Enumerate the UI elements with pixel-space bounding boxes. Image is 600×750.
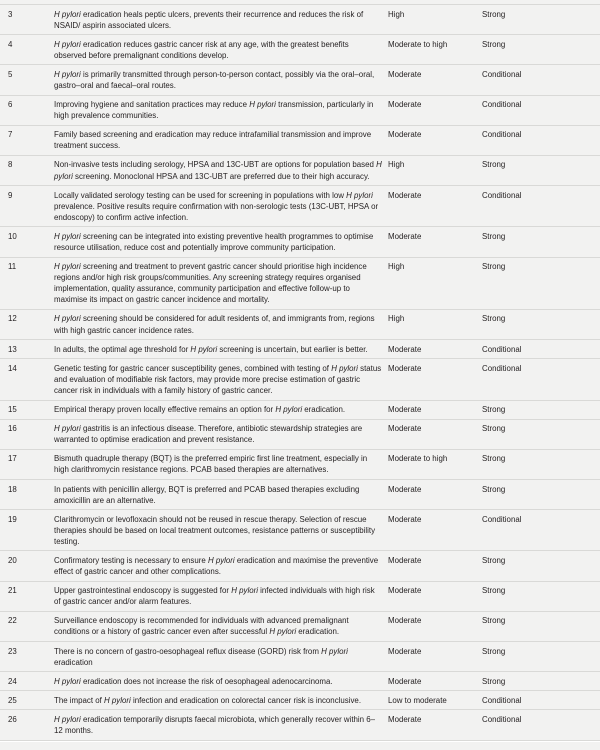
statement-number: 19 bbox=[8, 514, 17, 524]
table-row bbox=[0, 450, 600, 480]
recommendation-strength: Conditional bbox=[482, 363, 522, 373]
statement-text: Upper gastrointestinal endoscopy is suggested for H pylori infected individuals with high risk of gastric cancer and/or alarm features. bbox=[54, 586, 375, 607]
statement-text: H pylori eradication heals peptic ulcers, prevents their recurrence and reduces the risk of NSAID/ aspirin associated ulcers. bbox=[54, 9, 364, 30]
evidence-quality: Moderate bbox=[388, 190, 422, 200]
statement-number: 17 bbox=[8, 454, 17, 464]
table-row bbox=[0, 551, 600, 581]
recommendation-strength: Strong bbox=[482, 39, 506, 49]
recommendation-strength: Strong bbox=[482, 555, 506, 565]
statement-number: 3 bbox=[8, 9, 13, 19]
statement-text: Improving hygiene and sanitation practices may reduce H pylori transmission, particularly in high prevalence communities. bbox=[54, 100, 374, 121]
evidence-quality: Moderate bbox=[388, 363, 422, 373]
evidence-quality: Moderate bbox=[388, 344, 422, 354]
recommendation-strength: Strong bbox=[482, 586, 506, 596]
evidence-quality: Moderate bbox=[388, 405, 422, 415]
evidence-quality: Low to moderate bbox=[388, 695, 447, 705]
statement-number: 12 bbox=[8, 314, 17, 324]
table-row bbox=[0, 35, 600, 65]
statement-text: H pylori screening should be considered for adult residents of, and immigrants from, regions with high gastric cancer incidence rates. bbox=[54, 314, 375, 335]
table-row bbox=[0, 186, 600, 227]
statement-number: 23 bbox=[8, 646, 17, 656]
statement-number: 21 bbox=[8, 586, 17, 596]
statement-number: 11 bbox=[8, 262, 17, 272]
table-row bbox=[0, 612, 600, 642]
recommendation-strength: Conditional bbox=[482, 130, 522, 140]
recommendation-strength: Conditional bbox=[482, 100, 522, 110]
table-row bbox=[0, 65, 600, 95]
recommendation-strength: Strong bbox=[482, 424, 506, 434]
table-row bbox=[0, 258, 600, 310]
table-row bbox=[0, 227, 600, 257]
table-row bbox=[0, 340, 600, 359]
table-row bbox=[0, 582, 600, 612]
evidence-quality: Moderate to high bbox=[388, 454, 448, 464]
table-row bbox=[0, 642, 600, 672]
statement-number: 9 bbox=[8, 190, 13, 200]
statement-text: H pylori eradication reduces gastric cancer risk at any age, with the greatest benefits observed before premalignant conditions develop. bbox=[54, 39, 349, 60]
evidence-quality: High bbox=[388, 262, 405, 272]
table-row bbox=[0, 5, 600, 35]
evidence-quality: Moderate bbox=[388, 484, 422, 494]
statement-number: 22 bbox=[8, 616, 17, 626]
table-row bbox=[0, 310, 600, 340]
recommendation-strength: Conditional bbox=[482, 344, 522, 354]
table-row bbox=[0, 480, 600, 510]
statement-number: 18 bbox=[8, 484, 17, 494]
statement-text: Surveillance endoscopy is recommended for individuals with advanced premalignant conditions or a history of gastric cancer even after successful H pylori eradication. bbox=[54, 616, 349, 637]
statement-text: H pylori is primarily transmitted through person-to-person contact, possibly via the oral–oral, gastro–oral and faecal–oral routes. bbox=[54, 69, 375, 90]
evidence-quality: High bbox=[388, 314, 405, 324]
statement-text: Non-invasive tests including serology, HPSA and 13C-UBT are options for population based H pylori screening. Monoclonal HPSA and 13C-UBT are preferred due to their high accuracy. bbox=[54, 160, 382, 181]
recommendation-strength: Strong bbox=[482, 484, 506, 494]
evidence-quality: Moderate bbox=[388, 586, 422, 596]
statement-number: 6 bbox=[8, 100, 13, 110]
table-row bbox=[0, 710, 600, 740]
statement-text: H pylori eradication does not increase the risk of oesophageal adenocarcinoma. bbox=[54, 676, 333, 686]
statement-number: 24 bbox=[8, 676, 17, 686]
statement-text: In adults, the optimal age threshold for H pylori screening is uncertain, but earlier is better. bbox=[54, 344, 368, 354]
evidence-quality: Moderate bbox=[388, 130, 422, 140]
evidence-quality: Moderate bbox=[388, 676, 422, 686]
evidence-quality: Moderate bbox=[388, 714, 422, 724]
statement-number: 8 bbox=[8, 160, 13, 170]
recommendation-strength: Strong bbox=[482, 9, 506, 19]
statement-number: 16 bbox=[8, 424, 17, 434]
recommendation-strength: Strong bbox=[482, 616, 506, 626]
statement-text: H pylori screening and treatment to prevent gastric cancer should prioritise high incidence regions and/or high risk groups/communities. Any screening strategy requires organised implementation, quality assurance, community participation and effective follow-up to maximise its impact on gastric cancer incidence and mortality. bbox=[54, 262, 367, 305]
evidence-quality: Moderate bbox=[388, 100, 422, 110]
table-body bbox=[0, 5, 600, 741]
statement-number: 15 bbox=[8, 405, 17, 415]
statement-text: H pylori screening can be integrated into existing preventive health programmes to optimise resource utilisation, reduce cost and potentially improve community participation. bbox=[54, 231, 374, 252]
table-row-clipped bbox=[0, 0, 600, 5]
table-row bbox=[0, 126, 600, 156]
evidence-quality: Moderate bbox=[388, 555, 422, 565]
recommendation-strength: Conditional bbox=[482, 190, 522, 200]
evidence-quality: Moderate bbox=[388, 231, 422, 241]
table-row bbox=[0, 401, 600, 420]
table-row bbox=[0, 672, 600, 691]
statement-number: 14 bbox=[8, 363, 17, 373]
statement-number: 13 bbox=[8, 344, 17, 354]
statement-text: There is no concern of gastro-oesophageal reflux disease (GORD) risk from H pylori eradication bbox=[54, 646, 348, 667]
recommendation-strength: Conditional bbox=[482, 514, 522, 524]
evidence-quality: Moderate to high bbox=[388, 39, 448, 49]
statement-text: Empirical therapy proven locally effective remains an option for H pylori eradication. bbox=[54, 405, 346, 415]
statement-text: Confirmatory testing is necessary to ensure H pylori eradication and maximise the preventive effect of gastric cancer and other complications. bbox=[54, 555, 379, 577]
recommendation-strength: Strong bbox=[482, 454, 506, 464]
evidence-quality: Moderate bbox=[388, 424, 422, 434]
recommendation-strength: Conditional bbox=[482, 69, 522, 79]
recommendation-strength: Conditional bbox=[482, 695, 522, 705]
recommendation-strength: Strong bbox=[482, 160, 506, 170]
recommendation-strength: Strong bbox=[482, 676, 506, 686]
statement-number: 25 bbox=[8, 695, 17, 705]
statement-text: The impact of H pylori infection and eradication on colorectal cancer risk is inconclusive. bbox=[54, 695, 362, 705]
statement-number: 5 bbox=[8, 69, 13, 79]
statement-text: Bismuth quadruple therapy (BQT) is the preferred empiric first line treatment, especially in high clarithromycin resistance regions. PCAB based therapies are alternatives. bbox=[54, 454, 368, 475]
recommendation-strength: Strong bbox=[482, 231, 506, 241]
evidence-quality: High bbox=[388, 160, 405, 170]
recommendation-strength: Strong bbox=[482, 646, 506, 656]
recommendation-strength: Strong bbox=[482, 314, 506, 324]
recommendation-strength: Strong bbox=[482, 405, 506, 415]
statement-number bbox=[0, 0, 54, 1]
recommendation-strength: Strong bbox=[482, 262, 506, 272]
table-row bbox=[0, 96, 600, 126]
recommendation-strength: Conditional bbox=[482, 714, 522, 724]
table-row bbox=[0, 156, 600, 186]
statement-number: 20 bbox=[8, 555, 17, 565]
table-row bbox=[0, 359, 600, 400]
table-row bbox=[0, 691, 600, 710]
evidence-quality: Moderate bbox=[388, 69, 422, 79]
statement-text: Clarithromycin or levofloxacin should not be reused in rescue therapy. Selection of rescue therapies should be based on local treatment outcomes, resistance patterns or susceptibility testing. bbox=[54, 514, 376, 546]
table-footer-rule bbox=[0, 741, 600, 750]
statement-text: H pylori gastritis is an infectious disease. Therefore, antibiotic stewardship strategies are warranted to optimise eradication and prevent resistance. bbox=[54, 424, 363, 445]
statement-number: 10 bbox=[8, 231, 17, 241]
table-row bbox=[0, 420, 600, 450]
statement-number: 26 bbox=[8, 714, 17, 724]
statement-number: 7 bbox=[8, 130, 13, 140]
statement-text: Locally validated serology testing can be used for screening in populations with low H pylori prevalence. Positive results require confirmation with non-serologic tests (13C-UBT, HPSA or endoscopy) to confirm active infection. bbox=[54, 190, 379, 222]
evidence-quality: High bbox=[388, 9, 405, 19]
statement-text: In patients with penicillin allergy, BQT is preferred and PCAB based therapies excluding amoxicillin are an alternative. bbox=[54, 484, 360, 505]
table-row bbox=[0, 510, 600, 551]
statement-text: Genetic testing for gastric cancer susceptibility genes, combined with testing of H pylori status and evaluation of modifiable risk factors, may provide more precise estimation of gastric cancer risk in individuals with a family history of gastric cancer. bbox=[54, 363, 382, 395]
evidence-quality: Moderate bbox=[388, 514, 422, 524]
statement-number: 4 bbox=[8, 39, 13, 49]
statement-text: H pylori eradication temporarily disrupts faecal microbiota, which generally recover within 6–12 months. bbox=[54, 714, 376, 735]
evidence-quality: Moderate bbox=[388, 646, 422, 656]
evidence-quality: Moderate bbox=[388, 616, 422, 626]
statement-text: Family based screening and eradication may reduce intrafamilial transmission and improve treatment success. bbox=[54, 130, 372, 151]
